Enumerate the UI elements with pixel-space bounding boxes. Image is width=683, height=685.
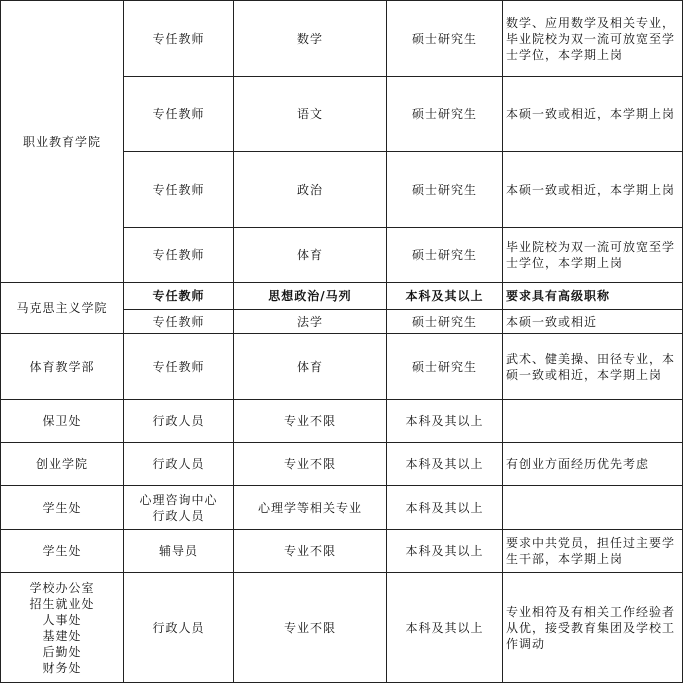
role-cell: 专任教师 [124, 228, 234, 283]
role-cell: 辅导员 [124, 530, 234, 573]
requirement-cell: 本硕一致或相近，本学期上岗 [503, 152, 683, 228]
major-cell: 政治 [234, 152, 387, 228]
requirement-cell: 有创业方面经历优先考虑 [503, 443, 683, 486]
table-row [1, 486, 683, 530]
table-row [1, 443, 683, 486]
table-row [1, 283, 683, 310]
requirement-cell: 本硕一致或相近 [503, 310, 683, 334]
unit-cell: 学校办公室 招生就业处 人事处 基建处 后勤处 财务处 [1, 573, 124, 683]
role-cell: 专任教师 [124, 310, 234, 334]
unit-cell: 体育教学部 [1, 334, 124, 400]
requirement-cell: 毕业院校为双一流可放宽至学士学位，本学期上岗 [503, 228, 683, 283]
table-row [1, 1, 683, 77]
major-cell: 专业不限 [234, 530, 387, 573]
education-cell: 硕士研究生 [387, 77, 503, 152]
major-cell: 专业不限 [234, 573, 387, 683]
major-cell: 专业不限 [234, 443, 387, 486]
unit-cell: 学生处 [1, 486, 124, 530]
role-cell: 专任教师 [124, 283, 234, 310]
requirement-cell: 专业相符及有相关工作经验者从优，接受教育集团及学校工作调动 [503, 573, 683, 683]
major-cell: 思想政治/马列 [234, 283, 387, 310]
unit-cell: 职业教育学院 [1, 1, 124, 283]
major-cell: 心理学等相关专业 [234, 486, 387, 530]
unit-cell: 保卫处 [1, 400, 124, 443]
major-cell: 专业不限 [234, 400, 387, 443]
role-cell: 行政人员 [124, 443, 234, 486]
education-cell: 硕士研究生 [387, 228, 503, 283]
unit-cell: 马克思主义学院 [1, 283, 124, 334]
education-cell: 本科及其以上 [387, 283, 503, 310]
table-row [1, 573, 683, 683]
requirement-cell [503, 486, 683, 530]
major-cell: 法学 [234, 310, 387, 334]
role-cell: 专任教师 [124, 77, 234, 152]
role-cell: 行政人员 [124, 400, 234, 443]
role-cell: 行政人员 [124, 573, 234, 683]
major-cell: 数学 [234, 1, 387, 77]
table-row [1, 400, 683, 443]
requirement-cell: 武术、健美操、田径专业，本硕一致或相近，本学期上岗 [503, 334, 683, 400]
unit-cell: 学生处 [1, 530, 124, 573]
requirement-cell: 本硕一致或相近，本学期上岗 [503, 77, 683, 152]
requirement-cell: 数学、应用数学及相关专业，毕业院校为双一流可放宽至学士学位，本学期上岗 [503, 1, 683, 77]
major-cell: 语文 [234, 77, 387, 152]
requirement-cell [503, 400, 683, 443]
education-cell: 本科及其以上 [387, 530, 503, 573]
education-cell: 本科及其以上 [387, 443, 503, 486]
role-cell: 心理咨询中心 行政人员 [124, 486, 234, 530]
table-row [1, 530, 683, 573]
requirement-cell: 要求具有高级职称 [503, 283, 683, 310]
education-cell: 硕士研究生 [387, 310, 503, 334]
education-cell: 本科及其以上 [387, 400, 503, 443]
role-cell: 专任教师 [124, 1, 234, 77]
education-cell: 本科及其以上 [387, 486, 503, 530]
role-cell: 专任教师 [124, 152, 234, 228]
major-cell: 体育 [234, 334, 387, 400]
education-cell: 硕士研究生 [387, 152, 503, 228]
table-row [1, 334, 683, 400]
education-cell: 硕士研究生 [387, 334, 503, 400]
role-cell: 专任教师 [124, 334, 234, 400]
education-cell: 硕士研究生 [387, 1, 503, 77]
major-cell: 体育 [234, 228, 387, 283]
requirement-cell: 要求中共党员，担任过主要学生干部，本学期上岗 [503, 530, 683, 573]
unit-cell: 创业学院 [1, 443, 124, 486]
education-cell: 本科及其以上 [387, 573, 503, 683]
